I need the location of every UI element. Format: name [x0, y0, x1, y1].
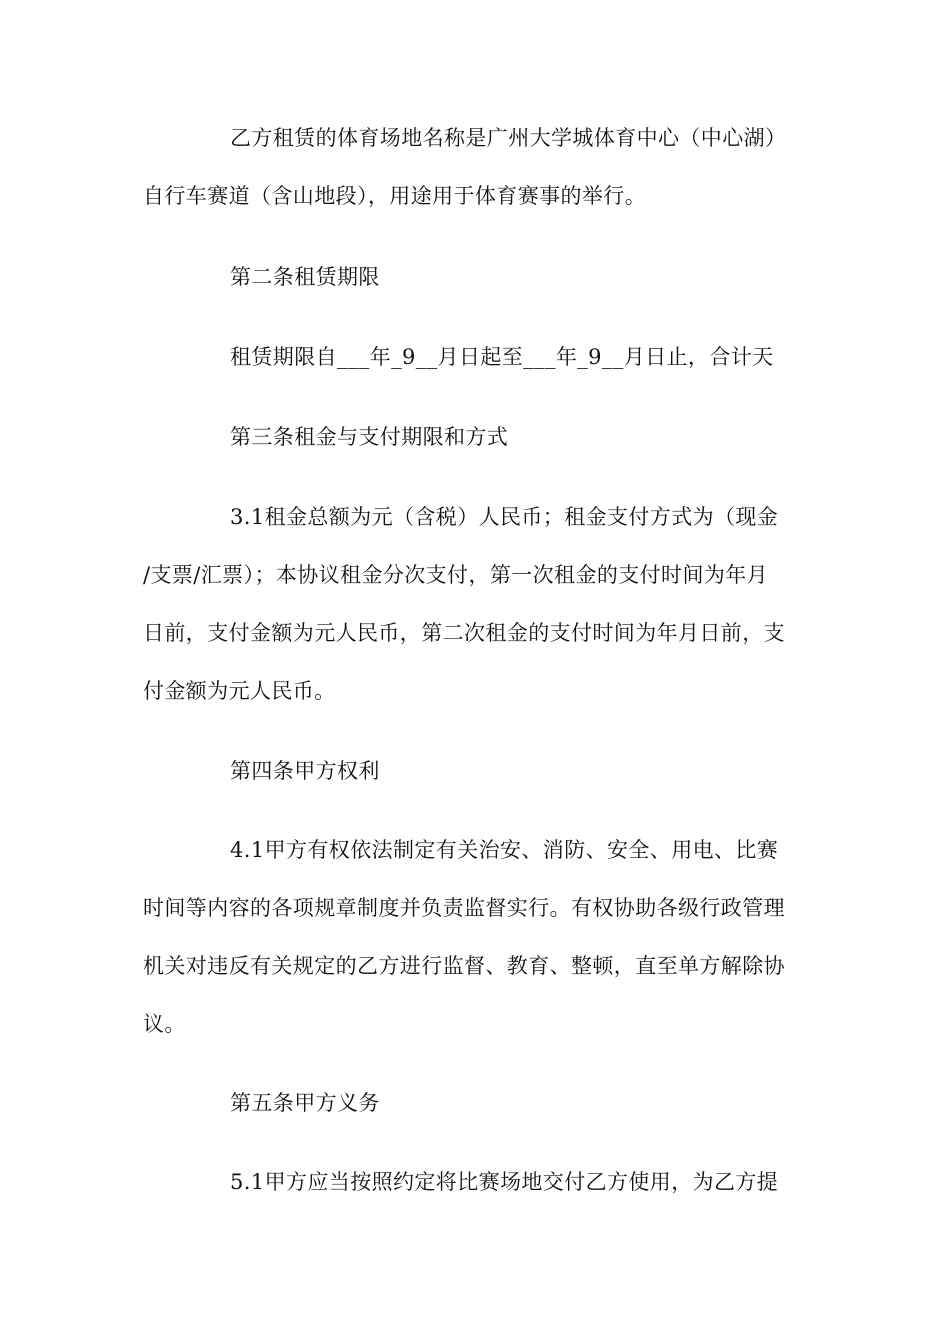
paragraph-rights-line-1: 4.1甲方有权依法制定有关治安、消防、安全、用电、比赛 [230, 838, 779, 862]
paragraph-rights-line-4: 议。 [143, 1012, 186, 1036]
heading-article-2: 第二条租赁期限 [230, 265, 380, 289]
paragraph-rent-line-3: 日前，支付金额为元人民币，第二次租金的支付时间为年月日前，支 [143, 621, 785, 645]
heading-article-5: 第五条甲方义务 [230, 1091, 380, 1115]
heading-article-3: 第三条租金与支付期限和方式 [230, 425, 509, 449]
paragraph-venue-line-1: 乙方租赁的体育场地名称是广州大学城体育中心（中心湖） [230, 126, 787, 150]
paragraph-lease-term: 租赁期限自___年_9__月日起至___年_9__月日止，合计天 [230, 345, 774, 369]
paragraph-rights-line-2: 时间等内容的各项规章制度并负责监督实行。有权协助各级行政管理 [143, 896, 785, 920]
heading-article-4: 第四条甲方权利 [230, 759, 380, 783]
paragraph-rights-line-3: 机关对违反有关规定的乙方进行监督、教育、整顿，直至单方解除协 [143, 954, 785, 978]
paragraph-rent-line-2: /支票/汇票）；本协议租金分次支付，第一次租金的支付时间为年月 [143, 563, 769, 587]
paragraph-obligations-line-1: 5.1甲方应当按照约定将比赛场地交付乙方使用，为乙方提 [230, 1170, 779, 1194]
paragraph-rent-line-4: 付金额为元人民币。 [143, 679, 336, 703]
paragraph-venue-line-2: 自行车赛道（含山地段），用途用于体育赛事的举行。 [143, 184, 647, 208]
paragraph-rent-line-1: 3.1租金总额为元（含税）人民币；租金支付方式为（现金 [230, 505, 779, 529]
